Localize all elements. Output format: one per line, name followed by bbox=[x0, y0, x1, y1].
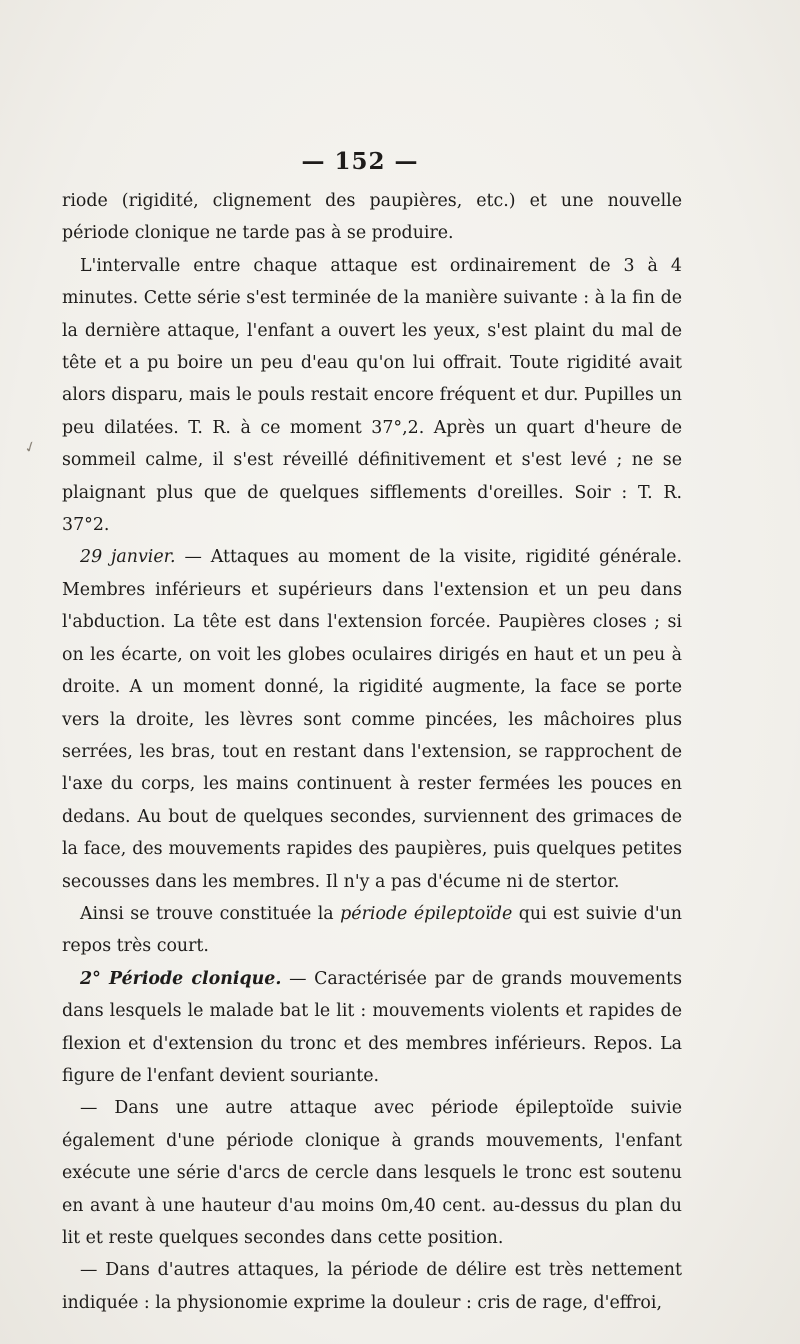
body-text bbox=[62, 185, 682, 1319]
date-heading: 29 janvier. bbox=[80, 547, 176, 568]
paragraph-delirium bbox=[62, 1254, 682, 1319]
paragraph-text: riode (rigidité, clignement des paupières, etc.) et une nouvelle période clonique ne tarde pas à se produire. bbox=[62, 191, 682, 244]
paragraph-text-after: qui est suivie d'un repos très court. bbox=[62, 903, 683, 957]
paragraph-clonic-period bbox=[62, 963, 682, 1093]
page-number: — 152 — bbox=[301, 148, 419, 175]
paragraph-text: L'intervalle entre chaque attaque est ordinairement de 3 à 4 minutes. Cette série s'est terminée de la manière suivante : à la fin de la dernière attaque, l'enfant a ouvert les yeux, s'est plaint du mal de tête et a pu boire un peu d'eau qu'on lui offrait. Toute rigidité avait alors disparu, mais le pouls restait encore fréquent et dur. Pupilles un peu dilatées. T. R. à ce moment 37°,2. Après un quart d'heure de sommeil calme, il s'est réveillé définitivement et s'est levé ; ne se plaignant plus que de quelques sifflements d'oreilles. Soir : T. R. 37°2. bbox=[62, 255, 682, 536]
paragraph-text: — Caractérisée par de grands mouvements dans lesquels le malade bat le lit : mouvements violents et rapides de flexion et d'extension du tronc et des membres inférieurs. Repos. La figure de l'enfant devient souriante. bbox=[62, 968, 682, 1086]
paragraph-continuation bbox=[62, 185, 682, 250]
italic-term: période épileptoïde bbox=[340, 903, 513, 924]
paragraph-text: — Dans une autre attaque avec période épileptoïde suivie également d'une période clonique à grands mouvements, l'enfant exécute une série d'arcs de cercle dans lesquels le tronc est soutenu en avant à une hauteur d'au moins 0m,40 cent. au-dessus du plan du lit et reste quelques secondes dans cette position. bbox=[62, 1098, 682, 1248]
margin-pencil-mark: ✓ bbox=[21, 436, 40, 458]
paragraph-text-before: Ainsi se trouve constituée la bbox=[80, 903, 341, 924]
paragraph-text: — Attaques au moment de la visite, rigidité générale. Membres inférieurs et supérieurs dans l'extension et un peu dans l'abduction. La tête est dans l'extension forcée. Paupières closes ; si on les écarte, on voit les globes oculaires dirigés en haut et un peu à droite. A un moment donné, la rigidité augmente, la face se porte vers la droite, les lèvres sont comme pincées, les mâchoires plus serrées, les bras, tout en restant dans l'extension, se rapprochent de l'axe du corps, les mains continuent à rester fermées les pouces en dedans. Au bout de quelques secondes, surviennent des grimaces de la face, des mouvements rapides des paupières, puis quelques petites secousses dans les membres. Il n'y a pas d'écume ni de stertor. bbox=[62, 547, 682, 892]
paragraph-january-29 bbox=[62, 541, 682, 897]
paragraph-another-attack bbox=[62, 1092, 682, 1254]
section-heading: 2° Période clonique. bbox=[80, 968, 282, 989]
paragraph-epileptoid-summary bbox=[62, 898, 682, 963]
paragraph-interval bbox=[62, 250, 682, 542]
paragraph-text: — Dans d'autres attaques, la période de délire est très nettement indiquée : la physionomie exprime la douleur : cris de rage, d'effroi, bbox=[62, 1260, 682, 1313]
